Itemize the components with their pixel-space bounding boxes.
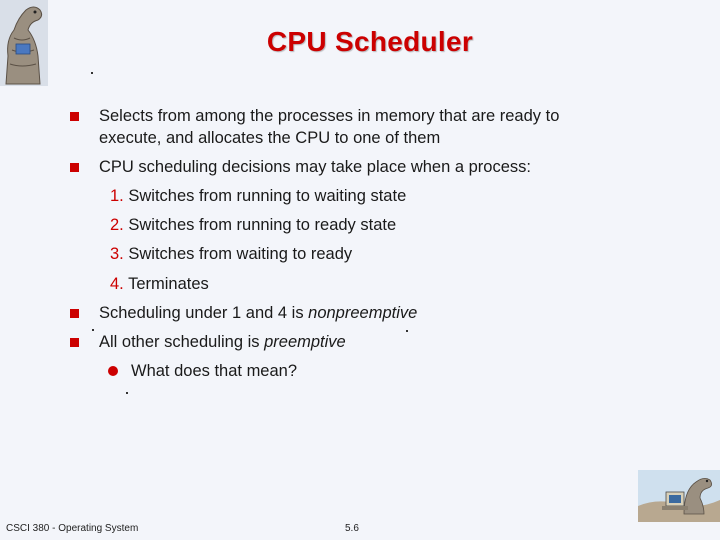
bullet-text [99,302,417,324]
sub-bullet-text: What does that mean? [131,362,298,380]
item-number: 1. [110,187,124,205]
bullet-prefix: All other scheduling is [99,333,265,351]
footer-page-number: 5.6 [345,523,359,534]
emphasis-term: preemptive [264,333,346,351]
item-number: 3. [110,245,124,263]
square-bullet-icon [70,112,79,121]
emphasis-term: nonpreemptive [308,304,418,322]
dinosaur-logo-icon [0,0,48,86]
numbered-item [110,243,352,265]
bullet-text [99,331,346,353]
stray-mark [406,330,408,332]
numbered-item [110,273,209,295]
bullet-text: Selects from among the processes in memory that are ready to execute, and allocates the CPU to one of them [99,107,560,147]
stray-mark [91,72,93,74]
numbered-item [110,185,406,207]
footer-course: CSCI 380 - Operating System [6,523,139,534]
item-text: Switches from running to waiting state [128,187,407,205]
bullet-text: CPU scheduling decisions may take place when a process: [99,158,531,176]
item-number: 2. [110,216,124,234]
item-text: Switches from running to ready state [128,216,397,234]
item-text: Terminates [128,275,209,293]
page-title: CPU Scheduler [266,26,474,57]
bullet-prefix: Scheduling under 1 and 4 is [99,304,309,322]
item-number: 4. [110,275,124,293]
stray-mark [126,392,128,394]
dinosaur-computer-logo-icon [638,470,720,522]
numbered-item [110,214,396,236]
square-bullet-icon [70,163,79,172]
square-bullet-icon [70,309,79,318]
item-text: Switches from waiting to ready [128,245,353,263]
stray-mark [92,329,94,331]
square-bullet-icon [70,338,79,347]
round-bullet-icon [108,366,118,376]
